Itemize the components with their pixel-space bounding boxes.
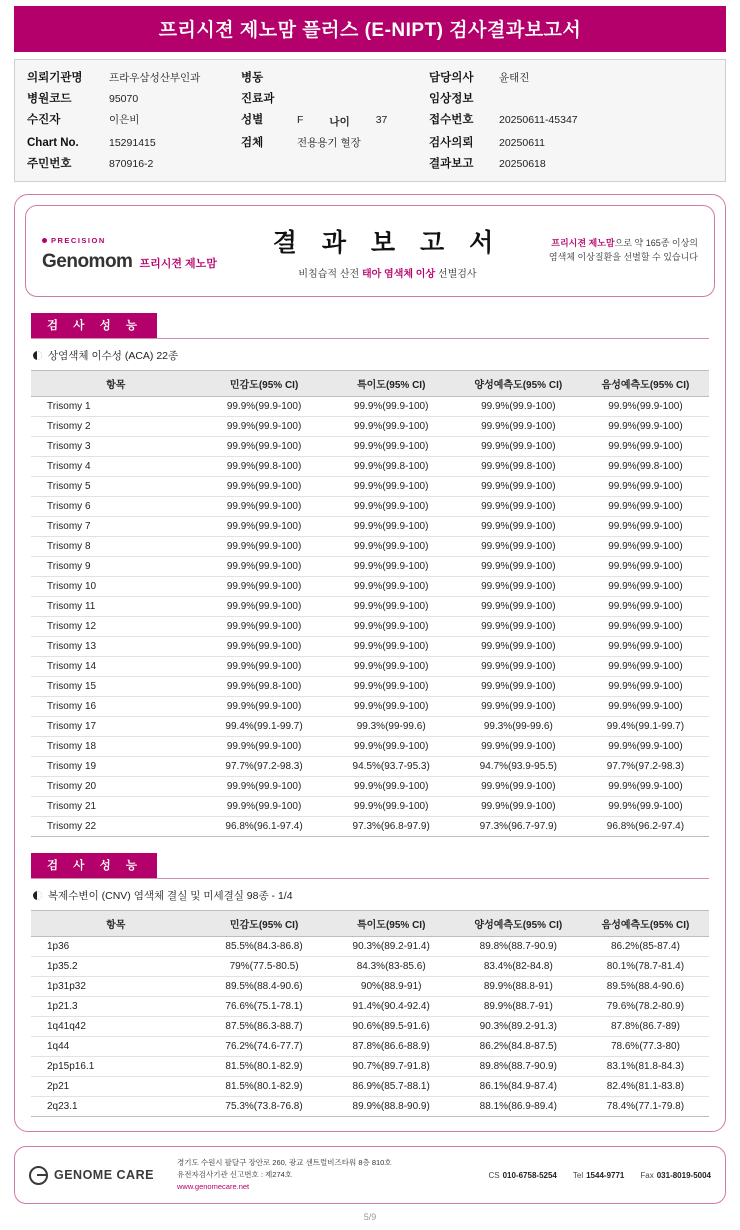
row-value: 99.9%(99.9-100) xyxy=(201,697,328,717)
row-item-label: 1p35.2 xyxy=(31,957,201,977)
patient-value: 이은비 xyxy=(109,114,140,126)
row-value: 91.4%(90.4-92.4) xyxy=(328,997,455,1017)
table-row xyxy=(31,1017,709,1037)
row-value: 82.4%(81.1-83.8) xyxy=(582,1077,709,1097)
row-value: 99.9%(99.9-100) xyxy=(582,637,709,657)
institution-value: 프라우삼성산부인과 xyxy=(109,72,201,84)
table-row xyxy=(31,517,709,537)
row-item-label: Trisomy 11 xyxy=(31,597,201,617)
footer-address-line1: 경기도 수원시 팔달구 장안로 260, 광교 센트럴비즈타워 8층 810호 xyxy=(177,1158,392,1167)
report-subtitle xyxy=(252,265,523,280)
accession-value: 20250611-45347 xyxy=(499,114,578,126)
row-item-label: 1p36 xyxy=(31,937,201,957)
row-value: 99.9%(99.9-100) xyxy=(328,577,455,597)
row-value: 99.9%(99.9-100) xyxy=(455,737,582,757)
row-item-label: Trisomy 8 xyxy=(31,537,201,557)
row-value: 99.9%(99.9-100) xyxy=(582,737,709,757)
doctor-label: 담당의사 xyxy=(429,72,474,84)
table-row xyxy=(31,477,709,497)
hospital-code-label: 병원코드 xyxy=(27,93,72,105)
row-value: 99.9%(99.9-100) xyxy=(582,617,709,637)
row-item-label: Trisomy 7 xyxy=(31,517,201,537)
accession-label: 접수번호 xyxy=(429,114,474,126)
table-row xyxy=(31,697,709,717)
row-value: 99.9%(99.8-100) xyxy=(328,457,455,477)
tel-value: 1544-9771 xyxy=(586,1170,625,1180)
table-row xyxy=(31,677,709,697)
table-row xyxy=(31,797,709,817)
patient-info-panel xyxy=(14,59,726,182)
row-value: 99.9%(99.9-100) xyxy=(582,557,709,577)
row-item-label: Trisomy 10 xyxy=(31,577,201,597)
row-value: 99.9%(99.9-100) xyxy=(201,497,328,517)
fax-value: 031-8019-5004 xyxy=(656,1170,711,1180)
specimen-value: 전용용기 혈장 xyxy=(297,137,361,149)
aca-col-sensitivity: 민감도(95% CI) xyxy=(201,371,328,397)
row-value: 87.8%(86.6-88.9) xyxy=(328,1037,455,1057)
row-value: 99.9%(99.9-100) xyxy=(582,797,709,817)
row-value: 78.4%(77.1-79.8) xyxy=(582,1097,709,1117)
bullet-icon xyxy=(33,891,42,900)
row-value: 99.9%(99.9-100) xyxy=(455,797,582,817)
aca-col-npv: 음성예측도(95% CI) xyxy=(582,371,709,397)
row-value: 94.5%(93.7-95.3) xyxy=(328,757,455,777)
fax-label: Fax xyxy=(640,1170,654,1180)
row-value: 99.3%(99-99.6) xyxy=(328,717,455,737)
row-value: 97.3%(96.7-97.9) xyxy=(455,817,582,837)
section-aca-subtitle: 상염색체 이수성 (ACA) 22종 xyxy=(48,350,179,362)
section-cnv-subtitle: 복제수변이 (CNV) 염색체 결실 및 미세결실 98종 - 1/4 xyxy=(48,890,293,902)
row-value: 99.9%(99.9-100) xyxy=(328,557,455,577)
row-value: 99.9%(99.9-100) xyxy=(201,617,328,637)
row-value: 89.9%(88.8-91) xyxy=(455,977,582,997)
report-header-band xyxy=(25,205,715,297)
row-value: 99.9%(99.9-100) xyxy=(455,637,582,657)
header-note-line1: 으로 약 165종 이상의 xyxy=(614,238,698,249)
section-aca-subtitle-row xyxy=(33,348,709,363)
row-item-label: Trisomy 22 xyxy=(31,817,201,837)
row-item-label: Trisomy 14 xyxy=(31,657,201,677)
cnv-table-header-row xyxy=(31,911,709,937)
chart-label: Chart No. xyxy=(27,137,79,149)
row-value: 83.4%(82-84.8) xyxy=(455,957,582,977)
row-item-label: 2q23.1 xyxy=(31,1097,201,1117)
row-item-label: Trisomy 1 xyxy=(31,397,201,417)
row-value: 99.9%(99.9-100) xyxy=(201,657,328,677)
row-value: 99.9%(99.9-100) xyxy=(328,737,455,757)
row-item-label: Trisomy 19 xyxy=(31,757,201,777)
row-value: 99.9%(99.9-100) xyxy=(455,677,582,697)
row-value: 99.9%(99.9-100) xyxy=(582,597,709,617)
row-value: 96.8%(96.1-97.4) xyxy=(201,817,328,837)
brand-name-kr: 프리시젼 제노맘 xyxy=(139,257,217,270)
row-value: 99.4%(99.1-99.7) xyxy=(201,717,328,737)
dot-icon xyxy=(42,238,47,243)
rrn-value: 870916-2 xyxy=(109,158,154,170)
table-row xyxy=(31,437,709,457)
footer-card xyxy=(14,1146,726,1204)
row-value: 89.5%(88.4-90.6) xyxy=(582,977,709,997)
row-item-label: 1p31p32 xyxy=(31,977,201,997)
row-value: 89.9%(88.7-91) xyxy=(455,997,582,1017)
rrn-label: 주민번호 xyxy=(27,158,72,170)
row-value: 76.2%(74.6-77.7) xyxy=(201,1037,328,1057)
table-row xyxy=(31,557,709,577)
section-cnv-tag: 검 사 성 능 xyxy=(31,853,157,878)
row-value: 99.9%(99.9-100) xyxy=(582,497,709,517)
report-card xyxy=(14,194,726,1132)
header-note xyxy=(523,237,698,265)
row-item-label: Trisomy 3 xyxy=(31,437,201,457)
section-aca-rule xyxy=(31,338,709,339)
cnv-col-npv: 음성예측도(95% CI) xyxy=(582,911,709,937)
row-value: 99.9%(99.9-100) xyxy=(328,437,455,457)
row-value: 99.9%(99.9-100) xyxy=(328,497,455,517)
table-row xyxy=(31,417,709,437)
row-item-label: Trisomy 4 xyxy=(31,457,201,477)
row-value: 90.6%(89.5-91.6) xyxy=(328,1017,455,1037)
row-item-label: 1q41q42 xyxy=(31,1017,201,1037)
header-note-line2: 염색체 이상질환을 선별할 수 있습니다 xyxy=(548,252,698,262)
row-value: 99.9%(99.9-100) xyxy=(201,537,328,557)
row-value: 99.9%(99.9-100) xyxy=(328,397,455,417)
row-value: 99.9%(99.9-100) xyxy=(582,677,709,697)
row-value: 99.9%(99.9-100) xyxy=(328,537,455,557)
cnv-table-body xyxy=(31,937,709,1117)
row-value: 99.9%(99.9-100) xyxy=(582,437,709,457)
row-value: 99.9%(99.9-100) xyxy=(455,777,582,797)
table-row xyxy=(31,1037,709,1057)
row-value: 79%(77.5-80.5) xyxy=(201,957,328,977)
aca-col-item: 항목 xyxy=(31,371,201,397)
test-date-value: 20250611 xyxy=(499,137,545,149)
row-value: 99.9%(99.9-100) xyxy=(201,437,328,457)
row-value: 76.6%(75.1-78.1) xyxy=(201,997,328,1017)
row-value: 99.9%(99.9-100) xyxy=(201,517,328,537)
genome-care-mark-icon xyxy=(29,1166,48,1185)
precision-badge xyxy=(42,236,106,245)
genome-care-logo xyxy=(29,1166,177,1185)
row-value: 99.9%(99.8-100) xyxy=(201,677,328,697)
brand-block xyxy=(42,230,252,273)
table-row xyxy=(31,1077,709,1097)
row-value: 99.9%(99.9-100) xyxy=(455,437,582,457)
aca-table-header-row xyxy=(31,371,709,397)
aca-col-ppv: 양성예측도(95% CI) xyxy=(455,371,582,397)
table-row xyxy=(31,537,709,557)
row-item-label: Trisomy 17 xyxy=(31,717,201,737)
age-value: 37 xyxy=(375,114,388,126)
row-value: 99.9%(99.9-100) xyxy=(582,397,709,417)
section-cnv-subtitle-row xyxy=(33,888,709,903)
test-date-label: 검사의뢰 xyxy=(429,137,474,149)
row-item-label: Trisomy 18 xyxy=(31,737,201,757)
row-value: 99.9%(99.9-100) xyxy=(328,617,455,637)
row-value: 99.9%(99.9-100) xyxy=(455,657,582,677)
specimen-label: 검체 xyxy=(241,137,264,149)
table-row xyxy=(31,597,709,617)
row-value: 86.1%(84.9-87.4) xyxy=(455,1077,582,1097)
row-value: 86.9%(85.7-88.1) xyxy=(328,1077,455,1097)
row-value: 99.9%(99.9-100) xyxy=(328,677,455,697)
row-value: 99.9%(99.9-100) xyxy=(201,557,328,577)
header-note-brand: 프리시젼 제노맘 xyxy=(551,238,615,249)
row-value: 97.3%(96.8-97.9) xyxy=(328,817,455,837)
page-number: 5/9 xyxy=(363,1212,377,1222)
row-value: 99.9%(99.9-100) xyxy=(201,737,328,757)
report-subtitle-pre: 비침습적 산전 xyxy=(298,268,362,280)
sex-value: F xyxy=(297,114,304,126)
sex-label: 성별 xyxy=(241,114,264,126)
row-value: 99.9%(99.9-100) xyxy=(455,497,582,517)
row-value: 99.9%(99.9-100) xyxy=(328,797,455,817)
chart-value: 15291415 xyxy=(109,137,156,149)
row-value: 99.9%(99.9-100) xyxy=(328,637,455,657)
hospital-code-value: 95070 xyxy=(109,93,139,105)
row-value: 99.9%(99.9-100) xyxy=(328,657,455,677)
row-value: 88.1%(86.9-89.4) xyxy=(455,1097,582,1117)
row-value: 99.9%(99.9-100) xyxy=(455,697,582,717)
row-value: 89.8%(88.7-90.9) xyxy=(455,1057,582,1077)
row-value: 99.3%(99-99.6) xyxy=(455,717,582,737)
age-label: 나이 xyxy=(329,116,350,128)
row-value: 90.7%(89.7-91.8) xyxy=(328,1057,455,1077)
row-value: 99.9%(99.9-100) xyxy=(328,517,455,537)
row-item-label: 1p21.3 xyxy=(31,997,201,1017)
row-value: 99.9%(99.8-100) xyxy=(455,457,582,477)
row-value: 99.9%(99.9-100) xyxy=(328,477,455,497)
row-value: 81.5%(80.1-82.9) xyxy=(201,1077,328,1097)
row-value: 99.9%(99.9-100) xyxy=(582,477,709,497)
row-value: 99.9%(99.8-100) xyxy=(201,457,328,477)
clinical-label: 임상정보 xyxy=(429,93,474,105)
row-item-label: 2p21 xyxy=(31,1077,201,1097)
row-value: 99.9%(99.9-100) xyxy=(582,577,709,597)
row-value: 90.3%(89.2-91.3) xyxy=(455,1017,582,1037)
footer-website[interactable]: www.genomecare.net xyxy=(177,1182,250,1191)
row-value: 83.1%(81.8-84.3) xyxy=(582,1057,709,1077)
cnv-col-specificity: 특이도(95% CI) xyxy=(328,911,455,937)
footer-address xyxy=(177,1157,488,1193)
row-value: 87.5%(86.3-88.7) xyxy=(201,1017,328,1037)
row-value: 99.9%(99.9-100) xyxy=(582,657,709,677)
footer-address-line2: 유전자검사기관 신고번호 : 제274호 xyxy=(177,1170,293,1179)
report-subtitle-highlight: 태아 염색체 이상 xyxy=(361,268,436,280)
table-row xyxy=(31,1057,709,1077)
row-value: 89.8%(88.7-90.9) xyxy=(455,937,582,957)
row-value: 99.9%(99.8-100) xyxy=(582,457,709,477)
row-item-label: Trisomy 9 xyxy=(31,557,201,577)
institution-label: 의뢰기관명 xyxy=(27,72,83,84)
row-value: 96.8%(96.2-97.4) xyxy=(582,817,709,837)
row-item-label: Trisomy 21 xyxy=(31,797,201,817)
row-value: 79.6%(78.2-80.9) xyxy=(582,997,709,1017)
table-row xyxy=(31,757,709,777)
row-value: 86.2%(84.8-87.5) xyxy=(455,1037,582,1057)
row-item-label: 2p15p16.1 xyxy=(31,1057,201,1077)
section-cnv-rule xyxy=(31,878,709,879)
report-title-block xyxy=(252,223,523,280)
row-value: 99.9%(99.9-100) xyxy=(455,477,582,497)
sex-age-group xyxy=(297,114,429,129)
row-value: 99.9%(99.9-100) xyxy=(328,597,455,617)
table-row xyxy=(31,817,709,837)
row-value: 99.9%(99.9-100) xyxy=(201,417,328,437)
row-value: 99.9%(99.9-100) xyxy=(201,397,328,417)
row-value: 99.9%(99.9-100) xyxy=(455,577,582,597)
table-row xyxy=(31,577,709,597)
report-title: 결 과 보 고 서 xyxy=(272,228,503,257)
row-value: 87.8%(86.7-89) xyxy=(582,1017,709,1037)
row-value: 94.7%(93.9-95.5) xyxy=(455,757,582,777)
row-item-label: 1q44 xyxy=(31,1037,201,1057)
bullet-icon xyxy=(33,351,42,360)
aca-col-specificity: 특이도(95% CI) xyxy=(328,371,455,397)
table-row xyxy=(31,1097,709,1117)
doctor-value: 윤태진 xyxy=(499,72,530,84)
ward-label: 병동 xyxy=(241,72,264,84)
row-value: 99.9%(99.9-100) xyxy=(455,417,582,437)
row-value: 99.9%(99.9-100) xyxy=(455,597,582,617)
row-value: 99.9%(99.9-100) xyxy=(455,557,582,577)
row-value: 97.7%(97.2-98.3) xyxy=(582,757,709,777)
row-item-label: Trisomy 20 xyxy=(31,777,201,797)
report-date-value: 20250618 xyxy=(499,158,546,170)
row-value: 99.9%(99.9-100) xyxy=(582,777,709,797)
cnv-table xyxy=(31,910,709,1117)
table-row xyxy=(31,957,709,977)
row-value: 99.9%(99.9-100) xyxy=(582,517,709,537)
table-row xyxy=(31,977,709,997)
page-title: 프리시젼 제노맘 플러스 (E-NIPT) 검사결과보고서 xyxy=(14,6,726,52)
row-value: 99.9%(99.9-100) xyxy=(328,697,455,717)
row-value: 89.5%(88.4-90.6) xyxy=(201,977,328,997)
table-row xyxy=(31,717,709,737)
row-value: 99.9%(99.9-100) xyxy=(328,777,455,797)
patient-label: 수진자 xyxy=(27,114,61,126)
section-aca-tag: 검 사 성 능 xyxy=(31,313,157,338)
row-value: 99.9%(99.9-100) xyxy=(201,637,328,657)
row-value: 99.9%(99.9-100) xyxy=(201,577,328,597)
row-value: 80.1%(78.7-81.4) xyxy=(582,957,709,977)
report-subtitle-post: 선별검사 xyxy=(435,268,477,280)
row-value: 99.9%(99.9-100) xyxy=(455,397,582,417)
cnv-col-ppv: 양성예측도(95% CI) xyxy=(455,911,582,937)
cs-label: CS xyxy=(488,1170,500,1180)
row-item-label: Trisomy 16 xyxy=(31,697,201,717)
row-value: 97.7%(97.2-98.3) xyxy=(201,757,328,777)
tel-label: Tel xyxy=(572,1170,584,1180)
row-value: 99.4%(99.1-99.7) xyxy=(582,717,709,737)
table-row xyxy=(31,397,709,417)
row-value: 78.6%(77.3-80) xyxy=(582,1037,709,1057)
row-item-label: Trisomy 15 xyxy=(31,677,201,697)
row-value: 90.3%(89.2-91.4) xyxy=(328,937,455,957)
table-row xyxy=(31,937,709,957)
row-item-label: Trisomy 5 xyxy=(31,477,201,497)
row-value: 99.9%(99.9-100) xyxy=(201,477,328,497)
row-value: 99.9%(99.9-100) xyxy=(582,537,709,557)
row-item-label: Trisomy 6 xyxy=(31,497,201,517)
row-value: 90%(88.9-91) xyxy=(328,977,455,997)
aca-table xyxy=(31,370,709,837)
row-value: 99.9%(99.9-100) xyxy=(455,617,582,637)
row-item-label: Trisomy 13 xyxy=(31,637,201,657)
row-value: 85.5%(84.3-86.8) xyxy=(201,937,328,957)
dept-label: 진료과 xyxy=(241,93,275,105)
brand-name-en: Genomom xyxy=(42,250,133,272)
row-value: 99.9%(99.9-100) xyxy=(201,797,328,817)
report-date-label: 결과보고 xyxy=(429,158,474,170)
report-page xyxy=(0,6,740,1230)
cnv-col-item: 항목 xyxy=(31,911,201,937)
row-value: 89.9%(88.8-90.9) xyxy=(328,1097,455,1117)
row-item-label: Trisomy 12 xyxy=(31,617,201,637)
row-value: 75.3%(73.8-76.8) xyxy=(201,1097,328,1117)
row-value: 99.9%(99.9-100) xyxy=(455,537,582,557)
precision-label: PRECISION xyxy=(51,235,106,245)
table-row xyxy=(31,737,709,757)
genome-care-logo-text: GENOME CARE xyxy=(54,1168,154,1182)
table-row xyxy=(31,657,709,677)
table-row xyxy=(31,497,709,517)
table-row xyxy=(31,617,709,637)
footer-contacts xyxy=(488,1171,711,1180)
section-aca xyxy=(31,313,709,339)
row-value: 84.3%(83-85.6) xyxy=(328,957,455,977)
row-value: 99.9%(99.9-100) xyxy=(328,417,455,437)
aca-table-body xyxy=(31,397,709,837)
row-value: 81.5%(80.1-82.9) xyxy=(201,1057,328,1077)
cnv-col-sensitivity: 민감도(95% CI) xyxy=(201,911,328,937)
row-value: 99.9%(99.9-100) xyxy=(582,417,709,437)
row-value: 99.9%(99.9-100) xyxy=(455,517,582,537)
row-value: 99.9%(99.9-100) xyxy=(582,697,709,717)
row-value: 99.9%(99.9-100) xyxy=(201,777,328,797)
table-row xyxy=(31,457,709,477)
cs-value: 010-6758-5254 xyxy=(502,1170,557,1180)
row-item-label: Trisomy 2 xyxy=(31,417,201,437)
table-row xyxy=(31,637,709,657)
row-value: 99.9%(99.9-100) xyxy=(201,597,328,617)
table-row xyxy=(31,997,709,1017)
row-value: 86.2%(85-87.4) xyxy=(582,937,709,957)
section-cnv xyxy=(31,853,709,879)
table-row xyxy=(31,777,709,797)
